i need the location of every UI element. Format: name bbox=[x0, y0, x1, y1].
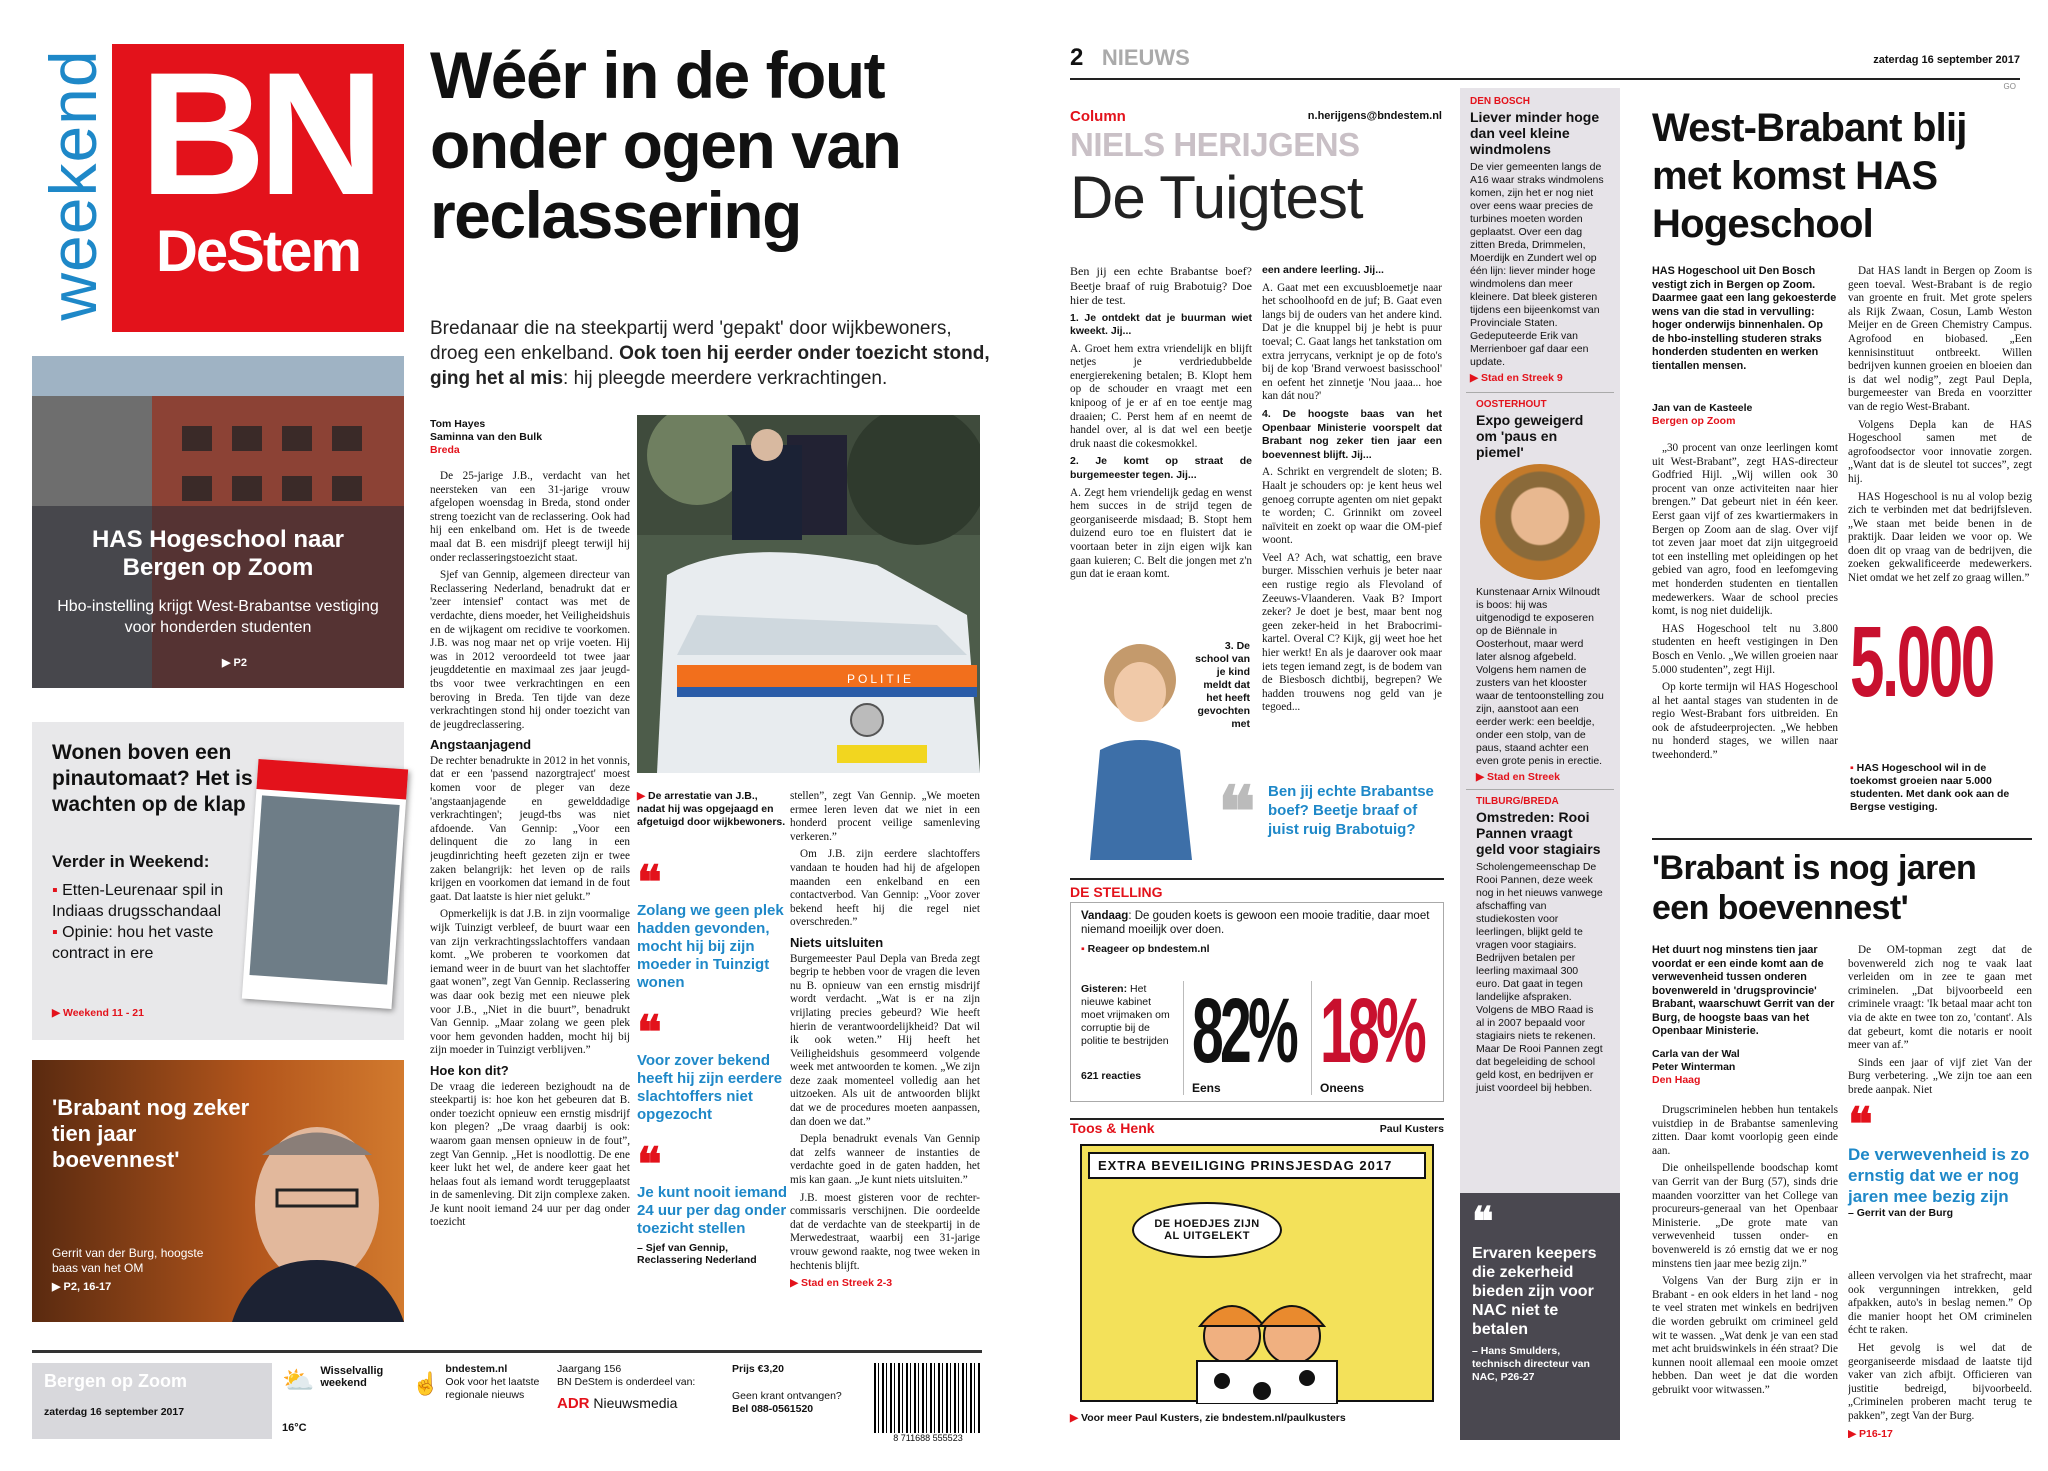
nac-quote-box bbox=[1460, 1193, 1620, 1440]
cloud-sun-icon: ⛅ bbox=[282, 1365, 315, 1395]
intro-plain: Bredanaar die na steekpartij werd 'gepakt' door wijkbewoners, droeg een enkelband. bbox=[430, 318, 952, 364]
art2-link-text: P16-17 bbox=[1859, 1427, 1893, 1438]
art2-quote-text: De verwevenheid is zo ernstig dat we er nog jaren mee bezig zijn bbox=[1848, 1145, 2030, 1206]
promo-om-name: Gerrit van der Burg, hoogste baas van het OM bbox=[52, 1246, 204, 1275]
photo-caption bbox=[637, 790, 787, 829]
site-url: bndestem.nl bbox=[445, 1363, 508, 1375]
artist-photo bbox=[1480, 464, 1600, 580]
column-email[interactable]: n.herijgens@bndestem.nl bbox=[1307, 110, 1442, 122]
column-col-1 bbox=[1070, 264, 1252, 624]
news-sidebar bbox=[1460, 88, 1620, 1440]
stelling-react[interactable] bbox=[1071, 943, 1443, 955]
bullet-icon: ▪ bbox=[1081, 943, 1088, 955]
comic bbox=[1070, 1118, 1444, 1438]
column-label: Column bbox=[1070, 108, 1126, 125]
front-footer bbox=[32, 1350, 982, 1444]
para: Dat HAS landt in Bergen op Zoom is geen toeval. West-Brabant is de regio van groente en fruit. Met grote spelers als Rijk Zwaan, Cosun, Lamb Weston Meijer en de Green Chemistry Campus. Agrofood en biobased. „Een kennisinstituut ontbreekt. Willen bedrijven kunnen groeien en bloeien dan is dat wel nodig”, zegt Paul Depla, burgemeester van Breda en voorzitter van de regio West-Brabant. bbox=[1848, 265, 2032, 413]
bullet-icon: ▪ bbox=[1850, 762, 1857, 774]
main-headline: Wéér in de fout onder ogen van reclassering bbox=[430, 38, 901, 252]
art1-col-2 bbox=[1848, 265, 2032, 610]
page-tag: GO bbox=[2003, 82, 2016, 91]
stelling-box bbox=[1070, 878, 1444, 1106]
nac-quote: Ervaren keepers die zekerheid bieden zijn voor NAC niet te betalen bbox=[1472, 1245, 1597, 1338]
jaargang: Jaargang 156 bbox=[557, 1363, 622, 1375]
arrow-icon: ▶ bbox=[52, 1007, 63, 1019]
quote-icon: ❝ bbox=[637, 1138, 662, 1190]
brief-title: Omstreden: Rooi Pannen vraagt geld voor stagiairs bbox=[1476, 809, 1601, 857]
dateline: Den Haag bbox=[1652, 1074, 1701, 1086]
intro-bold: Ook toen hij eerder onder toezicht stond, ging het al mis bbox=[430, 343, 990, 389]
big-caption-text: HAS Hogeschool wil in de toekomst groeien naar 5.000 studenten. Met dank ook aan de Bergse vestiging. bbox=[1850, 762, 2010, 813]
more-link-text: Stad en Streek 2-3 bbox=[801, 1277, 893, 1290]
comic-panel bbox=[1080, 1144, 1434, 1402]
answers-4: A. Schrikt en vergrendelt de sloten; B. Haalt je schouders op: je kent heus wel genoeg corrupte agenten om niet gepakt te worden; C. Grinnikt om zoveel naïviteit en zoekt op waar die OM-pief woont. bbox=[1262, 466, 1442, 547]
question-4: 4. De hoogste baas van het Openbaar Ministerie voorspelt dat Brabant nog zeker tien jaar een boevennest blijft. Jij... bbox=[1262, 407, 1442, 461]
para: alleen vervolgen via het strafrecht, maar ook vergunningen intrekken, geld afpakken, auto's in beslag nemen.” Op die manier hoopt het OM criminelen écht te raken. bbox=[1848, 1270, 2032, 1337]
brief-1 bbox=[1460, 88, 1620, 392]
no-label: Oneens bbox=[1320, 1081, 1365, 1095]
caption-arrow-icon: ▶ bbox=[637, 790, 646, 802]
brief-rubric: TILBURG/BREDA bbox=[1476, 796, 1559, 807]
columnist-figure bbox=[1080, 630, 1200, 860]
main-intro bbox=[430, 316, 990, 391]
brief-text: Scholengemeenschap De Rooi Pannen, deze week nog in het nieuws vanwege afschaffing van studiekosten voor leerlingen, blijkt geld te vragen voor stagiairs. Bedrijven betalen per leerling maximaal 300 euro. Dat gaat in tegen landelijke afspraken. Volgens de MBO Raad is al in 2007 bepaald voor stagiairs niets te rekenen. Maar De Rooi Pannen zegt dat begeleiding de school geld kost, en bedrijven er juist voordeel bij hebben. bbox=[1476, 861, 1603, 1094]
art1-lead: HAS Hogeschool uit Den Bosch vestigt zich in Bergen op Zoom. Daarmee gaat een lang gekoesterde wens van die stad in vervulling: hoger onderwijs binnenhalen. Op de hbo-instelling studeren straks honderden studenten en werken tientallen mensen. bbox=[1652, 265, 1837, 372]
temperature: 16°C bbox=[282, 1422, 307, 1434]
promo-weekend-list bbox=[52, 880, 252, 964]
byline bbox=[430, 418, 630, 457]
site-box[interactable] bbox=[412, 1363, 542, 1402]
para: Drugscriminelen hebben hun tentakels vuistdiep in de Brabantse samenleving zitten. Daar komt voorlopig geen einde aan. bbox=[1652, 1104, 1838, 1157]
weather bbox=[282, 1365, 432, 1434]
yes-result bbox=[1183, 981, 1303, 1095]
arrow-icon: ▶ bbox=[1470, 372, 1481, 384]
answers-1: A. Groet hem extra vriendelijk en blijft netjes je verdriedubbelde energierekening betalen; B. Klopt hem op de schouder en vraagt met een knipoog of je er af en toe eentje mag draaien; C. Perst hem af en neemt de handel over, al is dat wel een beetje druk naast die cokesmokkel. bbox=[1070, 342, 1252, 450]
author: Jan van de Kasteele bbox=[1652, 402, 1753, 414]
arrow-icon: ▶ bbox=[1070, 1412, 1081, 1424]
price-box bbox=[732, 1363, 862, 1416]
art2-col-2 bbox=[1848, 944, 2032, 1104]
promo-weekend-link-text: Weekend 11 - 21 bbox=[63, 1007, 144, 1019]
para: HAS Hogeschool telt nu 3.800 studenten en heeft vestigingen in Den Bosch en Venlo. „We willen groeien naar 5.000 studenten”, zegt Hijl. bbox=[1652, 622, 1838, 676]
page-date: zaterdag 16 september 2017 bbox=[1873, 54, 2020, 66]
dateline: Breda bbox=[430, 444, 460, 456]
stelling-label: DE STELLING bbox=[1070, 884, 1163, 900]
art1-byline bbox=[1652, 402, 1838, 428]
brief-link-text: Stad en Streek 9 bbox=[1481, 372, 1563, 384]
author-2: Peter Winterman bbox=[1652, 1061, 1736, 1073]
edition-date: zaterdag 16 september 2017 bbox=[44, 1406, 185, 1418]
weekend-magazine-cover bbox=[242, 759, 408, 1009]
column-author: NIELS HERIJGENS bbox=[1070, 126, 1360, 163]
quote-icon: ❝ bbox=[637, 856, 662, 908]
para: Volgens Depla kan de HAS Hogeschool samen met de agrofoodsector voor innovatie zorgen. „Want dat is de sleutel tot succes”, zegt hij. bbox=[1848, 418, 2032, 485]
para: Depla benadrukt evenals Van Gennip dat zelfs wanneer de instanties de verdachte goed in de gaten hadden, het mis kan gaan. „Je kunt niets uitsluiten.” bbox=[790, 1133, 980, 1187]
quote-1: Zolang we geen plek hadden gevonden, mocht hij bij zijn moeder in Tuinzigt wonen bbox=[637, 902, 784, 991]
front-page bbox=[0, 0, 1000, 1471]
para: Sinds een jaar of vijf ziet Van der Burg verbetering. „We zijn toe aan een brede aanpak. Niet bbox=[1848, 1056, 2032, 1096]
edition-name: Bergen op Zoom bbox=[44, 1371, 187, 1391]
more-link[interactable] bbox=[790, 1277, 980, 1291]
subhead: Hoe kon dit? bbox=[430, 1062, 509, 1078]
art1-col-1 bbox=[1652, 442, 1838, 822]
edition-box bbox=[32, 1363, 272, 1439]
quote-icon: ❝ bbox=[1472, 1200, 1494, 1244]
author-2: Saminna van den Bulk bbox=[430, 431, 543, 443]
column-pullquote bbox=[1218, 773, 1444, 851]
promo-has-link bbox=[222, 656, 247, 669]
answers-3: A. Gaat met een excuusbloemetje naar het schoolhoofd en de juf; B. Gaat even langs bij de ouders van het andere kind. Dat je die knuppel bij je hebt is puur toeval; C. Gaat langs het tankstation om extra jerrycans, verknipt je op de foto's bij de kop 'Brand verwoest basisschool' en oefent het zinnetje 'Nou jaaa... hoe kan dát nou?' bbox=[1262, 281, 1442, 403]
art2-quote-source: – Gerrit van der Burg bbox=[1848, 1207, 1954, 1219]
price: Prijs €3,20 bbox=[732, 1363, 784, 1375]
brief-link[interactable] bbox=[1470, 372, 1610, 384]
masthead-weekend bbox=[28, 40, 108, 330]
art1-big-number: 5.000 bbox=[1850, 606, 1993, 718]
pullquote-text: Ben jij echte Brabantse boef? Beetje braaf of juist ruig Brabotuig? bbox=[1268, 783, 1434, 838]
comic-bubble: DE HOEDJES ZIJN AL UITGELEKT bbox=[1132, 1202, 1282, 1258]
promo-weekend-link bbox=[52, 1007, 144, 1019]
logo-destem: DeStem bbox=[156, 219, 360, 284]
answers-2: A. Zegt hem vriendelijk gedag en wenst hem succes in de strijd tegen de georganiseerde misdaad; B. Stopt hem duizend euro toe en fluistert dat ie voortaan beter in zijn eigen wijk kan gaan kuieren; C. Belt die jongen met z'n gun dat ie eraan komt. bbox=[1070, 486, 1252, 581]
stelling-today: Vandaag: De gouden koets is gewoon een mooie traditie, daar moet niemand moeilijk over doen. bbox=[1081, 910, 1430, 936]
column-header bbox=[1070, 108, 1442, 232]
intro-tail: : hij pleegde meerdere verkrachtingen. bbox=[563, 368, 888, 389]
divider bbox=[1652, 838, 2032, 840]
art2-headline: 'Brabant is nog jaren een boevennest' bbox=[1652, 849, 1977, 927]
today-label: Vandaag bbox=[1081, 910, 1129, 922]
arrow-icon: ▶ bbox=[1848, 1427, 1859, 1438]
barcode-number: 8 711688 555523 bbox=[874, 1433, 982, 1443]
page-number: 2 bbox=[1070, 44, 1084, 71]
comic-more-text: Voor meer Paul Kusters, zie bndestem.nl/paulkusters bbox=[1081, 1412, 1346, 1424]
brief-rubric: DEN BOSCH bbox=[1470, 96, 1531, 107]
brief-3 bbox=[1466, 789, 1614, 1101]
quote-icon: ❝ bbox=[1218, 773, 1256, 851]
para: Volgens Van der Burg zijn er in Brabant - en ook elders in het land - nog te veel straten met winkels en bedrijven die worden gebruikt om crimineel geld wit te wassen. „Wat denk je van een stad met acht bruidswinkels in één straat? Die kunnen nooit allemaal een mooie omzet hebben. Dan weet je dat die worden gebruikt voor witwassen.” bbox=[1652, 1275, 1838, 1396]
reactions-count: 621 reacties bbox=[1081, 1070, 1142, 1082]
no-pct: 18% bbox=[1320, 980, 1424, 1082]
brief-text: De vier gemeenten langs de A16 waar straks windmolens komen, zijn het er nog niet over eens waar precies de turbines moeten worden geplaatst. Over een dag zitten Breda, Drimmelen, Moerdijk en Zundert wel op één lijn: liever minder hoge windmolens dan meer kleinere. Dat bleek gisteren tijdens een bijeenkomst van Provinciale Staten. Gedeputeerde Erik van Merrienboer gaf daar een update. bbox=[1470, 161, 1604, 368]
comic-author: Paul Kusters bbox=[1379, 1123, 1444, 1135]
question-3: 3. De school van je kind meldt dat het heeft gevochten met bbox=[1195, 640, 1250, 730]
arrow-icon: ▶ bbox=[790, 1277, 801, 1290]
promo-has[interactable] bbox=[32, 356, 404, 688]
quote-icon: ❝ bbox=[1848, 1098, 1873, 1150]
para: De 25-jarige J.B., verdacht van het neersteken van een 31-jarige vrouw afgelopen woensdag in Breda, stond onder streng toezicht van de reclassering. Ook had hij een enkelband om. Het is de tweede maal dat B. een misdrijf pleegt terwijl hij onder reclasseringstoezicht staat. bbox=[430, 470, 630, 564]
brief-2 bbox=[1466, 392, 1614, 789]
para: Sjef van Gennip, algemeen directeur van Reclassering Nederland, benadrukt dat er 'zeer intensief' contact was met de verdachte, diens moeder, het Veiligheidshuis en de wijkagent om recidive te voorkomen. J.B. was nog maar net op vrije voeten. Hij was in 2012 veroordeeld tot twee jaar jeugddetentie en maximaal zes jaar jeugd-tbs voor twee verkrachtingen en een beroving in Breda. Ten tijde van deze verkrachtingen stond hij onder toezicht van de jeugdreclassering. bbox=[430, 569, 630, 731]
column-title: De Tuigtest bbox=[1070, 164, 1363, 231]
arrow-icon: ▶ bbox=[52, 1281, 64, 1293]
para: HAS Hogeschool is nu al volop bezig zich te verbinden met dat bedrijfsleven. „We staan met beide benen in de praktijk. Daar leiden we voor op. We doen dit op vraag van de bedrijven, die zoeken gekwalificeerde medewerkers. Niet omdat we het zelf zo graag willen.” bbox=[1848, 490, 2032, 585]
art2-byline bbox=[1652, 1048, 1838, 1087]
caption-text: De arrestatie van J.B., nadat hij was opgejaagd en afgetuigd door wijkbewoners. bbox=[637, 790, 786, 828]
owner: BN DeStem is onderdeel van: bbox=[557, 1376, 696, 1388]
arrow-icon: ▶ bbox=[1476, 771, 1487, 783]
stelling-yesterday bbox=[1081, 983, 1171, 1083]
para: De rechter benadrukte in 2012 in het vonnis, dat er een 'passend nazorgtraject' moest komen voor de pleger van deze 'angstaanjagende en gewelddadige verkrachtingen'; jeugd-tbs was niet afdoende. Van Gennip: „Voor een delinquent die zo lang in een jeugdinrichting heeft gezeten zijn er twee zaken belangrijk: het leven op de rails krijgen en voorkomen dat iemand in de fout gaat. Dat laatste is hier niet gelukt.” bbox=[430, 754, 630, 903]
art2-link[interactable] bbox=[1848, 1428, 2032, 1438]
quotes-column bbox=[637, 856, 788, 1266]
columnist-photo bbox=[1080, 630, 1200, 860]
dateline: Bergen op Zoom bbox=[1652, 415, 1736, 427]
section-name: NIEUWS bbox=[1101, 45, 1190, 70]
para: een andere leerling. Jij... bbox=[1262, 264, 1384, 276]
comic-more[interactable] bbox=[1070, 1412, 1346, 1424]
masthead-logo bbox=[112, 37, 404, 332]
promo-has-link-text: P2 bbox=[233, 657, 247, 669]
author-1: Tom Hayes bbox=[430, 418, 486, 430]
question-1: 1. Je ontdekt dat je buurman wiet kweekt. Jij... bbox=[1070, 311, 1252, 338]
logo-bn: BN bbox=[139, 37, 377, 232]
promo-weekend-heading: Verder in Weekend: bbox=[52, 852, 210, 871]
hand-pointer-icon: ☝ bbox=[412, 1371, 440, 1396]
para: Het gevolg is wel dat de georganiseerde misdaad de laatste tijd vaker van zich afbijt. Officieren van justitie bedreigd, bijvoorbeeld. „Criminelen proberen macht terug te pakken”, zegt Van der Burg. bbox=[1848, 1341, 2032, 1422]
promo-has-sub: Hbo-instelling krijgt West-Brabantse vestiging voor honderden studenten bbox=[57, 598, 379, 636]
comic-figures bbox=[1082, 1146, 1436, 1404]
subhead: Angstaanjagend bbox=[430, 737, 532, 753]
quote-3: Je kunt nooit iemand 24 uur per dag onder toezicht stellen bbox=[637, 1184, 788, 1237]
police-car-illustration bbox=[637, 415, 980, 773]
quote-2: Voor zover bekend heeft hij zijn eerdere slachtoffers niet opgezocht bbox=[637, 1052, 783, 1123]
para: stellen”, zegt Van Gennip. „We moeten ermee leren leven dat we niet in een honderd procent veilige samenleving verkeren.” bbox=[790, 790, 980, 843]
today-text: De gouden koets is gewoon een mooie traditie, daar moet niemand moeilijk over doen. bbox=[1081, 910, 1430, 936]
author-1: Carla van der Wal bbox=[1652, 1048, 1740, 1060]
promo-weekend-title: Wonen boven een pinautomaat? Het is wachten op de klap bbox=[52, 741, 253, 816]
brief-link[interactable] bbox=[1476, 771, 1604, 783]
svg-text:POLITIE: POLITIE bbox=[847, 672, 915, 686]
article-col-3 bbox=[790, 790, 980, 1310]
para: Die onheilspellende boodschap komt van Gerrit van der Burg (57), sinds drie maanden voorzitter van het College van procureurs-generaal van het Openbaar Ministerie. „De grote mate van verwevenheid tussen onder- en bovenwereld is zó ernstig dat we er nog minstens tien jaar mee bezig zijn.” bbox=[1652, 1162, 1838, 1270]
brief-text: Kunstenaar Arnix Wilnoudt is boos: hij was uitgenodigd te exposeren op de Biënnale in Oosterhout, maar werd later alsnog afgebeld. Volgens hem namen de zusters van het klooster waar de tentoonstelling zou zijn, aanstoot aan een eerder werk: een beeldje, onder een stolp, van de paus, staand achter een even grote penis in erectie. bbox=[1476, 586, 1604, 767]
promo-om-quote: 'Brabant nog zeker tien jaar boevennest' bbox=[52, 1095, 250, 1172]
group-name: Nieuwsmedia bbox=[593, 1395, 678, 1411]
yesterday-text: Het nieuwe kabinet moet vrijmaken om corruptie bij de politie te bestrijden bbox=[1081, 983, 1170, 1047]
list-item-text: Etten-Leurenaar spil in Indiaas drugsschandaal bbox=[52, 882, 224, 920]
para: „30 procent van onze leerlingen komt uit West-Brabant”, zegt HAS-directeur Godfried Hijl. „Wij willen ook 30 procent van onze activiteiten naar hier brengen.” Dat gebeurt niet in één keer. Eerst gaan vijf of zes kwartiermakers in Bergen op Zoom aan de slag. Over vijf tot zeven jaar moet dat zijn uitgegroeid tot een instelling met opleidingen op het gebied van agro, food en leefomgeving met honderden studenten en tientallen medewerkers. Waar de school precies komt, is nog niet duidelijk. bbox=[1652, 442, 1838, 618]
barcode bbox=[874, 1363, 982, 1433]
promo-om-link bbox=[52, 1280, 111, 1293]
promo-weekend[interactable] bbox=[32, 722, 404, 1040]
subhead: Niets uitsluiten bbox=[790, 934, 884, 950]
no-result bbox=[1311, 981, 1431, 1095]
page-header bbox=[1070, 44, 2020, 91]
quote-source: – Sjef van Gennip, Reclassering Nederland bbox=[637, 1242, 757, 1266]
stelling-frame bbox=[1070, 902, 1444, 1102]
brief-link-text: Stad en Streek bbox=[1487, 771, 1560, 783]
art2-quote bbox=[1848, 1098, 2032, 1219]
promo-has-title: HAS Hogeschool naar Bergen op Zoom bbox=[91, 526, 345, 581]
art1-headline: West-Brabant blij met komst HAS Hogeschool bbox=[1652, 106, 1967, 246]
column-end: Veel A? Ach, wat schattig, een brave burger. Misschien verhuis je beter naar een rustige regio als Flevoland of Zeeuws-Vlaanderen. Vaak B? Import zeker? Je doet je best, maar bent nog geen zeker-heid in het Brabocrimi-kartel. Overal C? Kijk, gij weet hoe het hier werkt! En als je daarover ook maar iets tegen iemand zegt, is de bodem van de Biesbosch dichtbij, begrepen? We hadden trouwens nog geld van je tegoed... bbox=[1262, 551, 1442, 714]
art2-col-1 bbox=[1652, 1104, 1838, 1440]
nac-quote-source: – Hans Smulders, technisch directeur van NAC, P26-27 bbox=[1472, 1345, 1590, 1383]
page-2 bbox=[1070, 0, 2048, 1471]
phone: Bel 088-0561520 bbox=[732, 1403, 814, 1415]
para: Op korte termijn wil HAS Hogeschool al het aantal stages van studenten in de regio West-Brabant fors uitbreiden. En ook de afstudeerprojecten. „We hebben nu honderd stages, we willen naar tweehonderd.” bbox=[1652, 681, 1838, 762]
weekend-label: weekend bbox=[36, 49, 110, 321]
brief-rubric: OOSTERHOUT bbox=[1476, 399, 1547, 410]
yes-pct: 82% bbox=[1192, 980, 1296, 1082]
para: De OM-topman zegt dat de bovenwereld zich nog te vaak laat verleiden om in zee te gaan met criminelen. „Dat bijvoorbeeld een criminele vraagt: 'Ik betaal maar acht ton via de akte en twee ton zo, 'contant'. Als dat gebeurt, komt die notaris er nooit meer van af.” bbox=[1848, 944, 2032, 1052]
para: J.B. moest gisteren voor de rechter-commissaris verschijnen. Die oordeelde dat de verdachte van de steekpartij in de Merwedestraat, waarbij een 31-jarige vrouw gewond raakte, nog twee weken in hechtenis blijft. bbox=[790, 1191, 980, 1272]
quote-icon: ❝ bbox=[637, 1006, 662, 1058]
list-item bbox=[52, 922, 252, 964]
group-logo bbox=[557, 1397, 707, 1410]
bullet-icon: ▪ bbox=[52, 882, 63, 899]
art2-lead: Het duurt nog minstens tien jaar voordat er een einde komt aan de verwevenheid tussen onderen bovenwereld in 'drugsprovincie' Brabant, waarschuwt Gerrit van der Burg, de hoogste baas van het Openbaar Ministerie. bbox=[1652, 944, 1835, 1037]
brief-title: Expo geweigerd om 'paus en piemel' bbox=[1476, 412, 1584, 460]
para: Opmerkelijk is dat J.B. in zijn voormalige wijk Tuinzigt verbleef, de buurt waar een van zijn verkrachtingsslachtoffers vandaan komt. „We proberen te voorkomen dat iemand weer in de buurt van het slachtoffer gaat wonen”, zegt Van Gennip. Reclassering was daar ook bezig met een nieuwe plek voor J.B., „Niet in die buurt”, benadrukt Van Gennip. „Maar zolang we geen plek voor hem gevonden hadden, mocht hij bij zijn moeder in Tuinzigt verblijven.” bbox=[430, 908, 630, 1057]
list-item bbox=[52, 880, 252, 922]
para: Burgemeester Paul Depla van Breda zegt begrip te hebben voor de vragen die leven nu B. opnieuw van een ernstig misdrijf wordt verdacht. „Wat is er na zijn vrijlating precies gebeurd? Wie heeft hierin de verantwoordelijkheid? Dat wil ik ook weten.” Hij heeft het Veiligheidshuis gesommeerd volgende week met antwoorden te komen. „We zijn deze zaak momenteel volledig aan het uitzoeken. Als uit de antwoorden blijkt dat we de procedures moeten aanpassen, dan doen we dat.” bbox=[790, 952, 980, 1128]
yesterday-label: Gisteren: bbox=[1081, 983, 1128, 995]
promo-om-link-text: P2, 16-17 bbox=[63, 1281, 112, 1293]
art2-col-2b bbox=[1848, 1270, 2032, 1438]
bullet-icon: ▪ bbox=[52, 924, 63, 941]
publisher-box bbox=[557, 1363, 707, 1410]
art1-big-caption bbox=[1850, 762, 2032, 814]
para: De vraag die iedereen bezighoudt na de steekpartij is: hoe kon het gebeuren dat B. onder toezicht opnieuw een ernstig misdrijf kon plegen? „De vraag daarbij is ook: waarom gaan mensen opnieuw in de fout”, zegt Van Gennip. „Het is noodlottig. De ene keer lukt het wel, de andere keer gaat het helaas fout als iemand wordt teruggeplaatst in de samenleving. Dit zijn complexe zaken. Je kunt nooit iemand 24 uur per dag onder toezicht bbox=[430, 1080, 630, 1229]
weather-title: Wisselvallig weekend bbox=[320, 1365, 384, 1389]
question-2: 2. Je komt op straat de burgemeester tegen. Jij... bbox=[1070, 455, 1252, 482]
yes-label: Eens bbox=[1192, 1081, 1221, 1095]
comic-title: EXTRA BEVEILIGING PRINSJESDAG 2017 bbox=[1088, 1152, 1426, 1179]
building-photo bbox=[32, 356, 404, 688]
column-col-2 bbox=[1262, 264, 1442, 764]
promo-om[interactable] bbox=[32, 1060, 404, 1322]
para: Om J.B. zijn eerdere slachtoffers vandaan te houden had hij de afgelopen maanden een enkelband en een contactverbod. Van Gennip: „Voor zover bekend heeft hij die regel niet overschreden.” bbox=[790, 848, 980, 929]
article-col-1 bbox=[430, 470, 630, 1330]
arrow-icon: ▶ bbox=[222, 657, 234, 669]
site-sub: Ook voor het laatste regionale nieuws bbox=[445, 1376, 540, 1401]
adr-logo: ADR bbox=[557, 1395, 590, 1412]
list-item-text: Opinie: hou het vaste contract in ere bbox=[52, 924, 214, 962]
column-lead: Ben jij een echte Brabantse boef? Beetje braaf of ruig Brabotuig? Doe hier de test. bbox=[1070, 264, 1252, 307]
react-text: Reageer op bndestem.nl bbox=[1087, 943, 1210, 955]
arrest-photo bbox=[637, 415, 980, 773]
comic-label: Toos & Henk bbox=[1070, 1120, 1155, 1136]
brief-title: Liever minder hoge dan veel kleine windmolens bbox=[1470, 109, 1600, 157]
noprint: Geen krant ontvangen? bbox=[732, 1390, 842, 1402]
